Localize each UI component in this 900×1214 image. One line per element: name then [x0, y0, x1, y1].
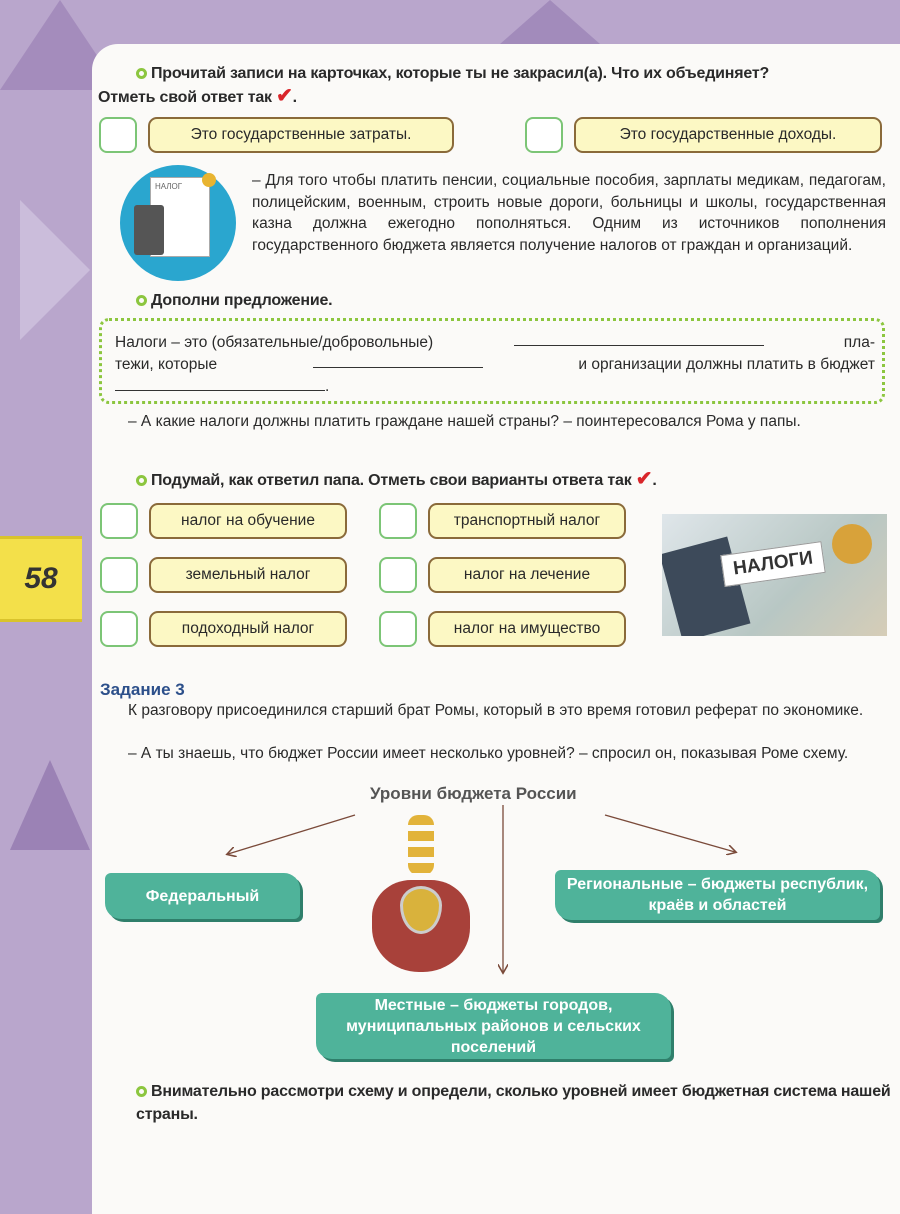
- purse-icon: [372, 880, 470, 972]
- question-1-line2: Отметь свой ответ так ✔.: [98, 85, 297, 107]
- card-land-tax: земельный налог: [149, 557, 347, 593]
- level-local: Местные – бюджеты городов, муниципальных районов и сельских поселений: [316, 993, 671, 1059]
- card-transport-tax: транспортный налог: [428, 503, 626, 539]
- level-regional: Региональные – бюджеты республик, краёв и областей: [555, 870, 880, 920]
- card-treatment-tax: налог на лечение: [428, 557, 626, 593]
- checkmark-icon: ✔: [276, 85, 293, 107]
- question-4: Внимательно рассмотри схему и определи, сколько уровней имеет бюджетная система нашей страны.: [136, 1083, 891, 1123]
- page-number: 58: [0, 536, 82, 622]
- taxes-photo: НАЛОГИ: [662, 514, 887, 636]
- question-2: Дополни предложение.: [136, 289, 332, 312]
- paragraph-taxes-intro: – Для того чтобы платить пенсии, социальные пособия, зарплаты медикам, педагогам, полицейским, военным, строить новые дороги, больницы и школы, государственная казна должна ежегодно пополняться. Одним из источников пополнения государственного бюджета является получение налогов от граждан и организаций.: [252, 172, 886, 254]
- card-income-tax: подоходный налог: [149, 611, 347, 647]
- arrow-regional: [605, 815, 735, 852]
- card-state-expenses: Это государственные затраты.: [148, 117, 454, 153]
- coins-icon: [408, 815, 434, 875]
- scheme-title: Уровни бюджета России: [370, 784, 577, 803]
- paragraph-roma-question: – А какие налоги должны платить граждане нашей страны? – поинтересовался Рома у папы.: [128, 413, 801, 430]
- bullet-icon: [136, 1086, 147, 1097]
- task-3-paragraph-1: К разговору присоединился старший брат Ромы, который в это время готовил реферат по экономике.: [128, 702, 864, 719]
- card-state-revenues: Это государственные доходы.: [574, 117, 882, 153]
- arrow-federal: [228, 815, 355, 854]
- card-education-tax: налог на обучение: [149, 503, 347, 539]
- tax-form-illustration: НАЛОГ: [120, 165, 236, 281]
- task-3-paragraph-2: – А ты знаешь, что бюджет России имеет несколько уровней? – спросил он, показывая Роме схему.: [128, 745, 849, 762]
- task-3-title: Задание 3: [100, 680, 185, 699]
- question-1: Прочитай записи на карточках, которые ты не закрасил(а). Что их объединяет?: [136, 62, 896, 85]
- checkmark-icon: ✔: [635, 468, 653, 490]
- question-3: Подумай, как ответил папа. Отметь свои варианты ответа так ✔.: [136, 468, 657, 492]
- fill-in-sentence: Налоги – это (обязательные/добровольные) пла- тежи, которые и организации должны платить в бюджет .: [115, 334, 875, 395]
- card-property-tax: налог на имущество: [428, 611, 626, 647]
- level-federal: Федеральный: [105, 873, 300, 919]
